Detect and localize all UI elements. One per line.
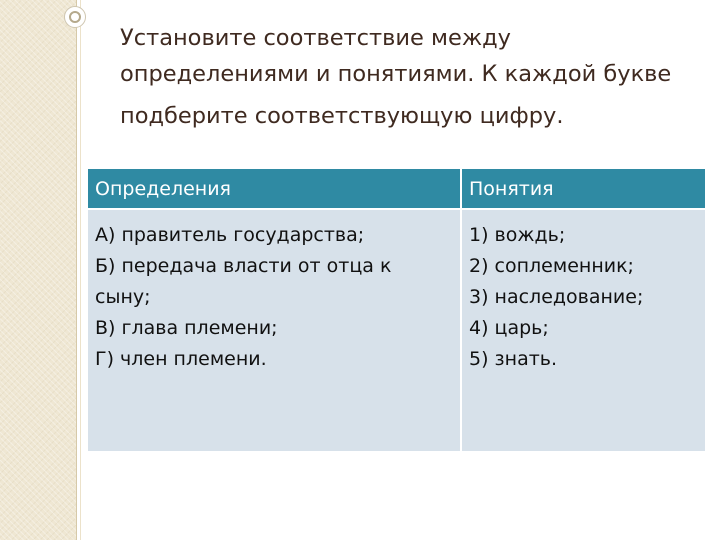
concept-3: 3) наследование; xyxy=(469,286,644,308)
table-row xyxy=(88,209,705,451)
concept-2: 2) соплеменник; xyxy=(469,255,634,277)
slide-title xyxy=(120,20,710,134)
definition-g: Г) член племени. xyxy=(95,348,267,370)
table-header-row xyxy=(88,169,705,209)
header-definitions: Определения xyxy=(88,169,461,209)
title-line-3: подберите соответствующую цифру. xyxy=(120,103,564,129)
concepts-cell xyxy=(461,209,705,451)
concept-1: 1) вождь; xyxy=(469,224,566,246)
title-line-2: определениями и понятиями. К каждой букве xyxy=(120,61,672,87)
side-divider xyxy=(76,0,77,540)
decorative-side-band xyxy=(0,0,76,540)
definition-v: В) глава племени; xyxy=(95,317,278,339)
definition-a: А) правитель государства; xyxy=(95,224,365,246)
ring-ornament-inner-icon xyxy=(69,11,81,23)
concept-4: 4) царь; xyxy=(469,317,549,339)
concept-5: 5) знать. xyxy=(469,348,558,370)
header-concepts: Понятия xyxy=(461,169,705,209)
definitions-cell xyxy=(88,209,461,451)
title-line-1: Установите соответствие между xyxy=(120,25,511,51)
definition-b: Б) передача власти от отца к xyxy=(95,255,392,277)
matching-table xyxy=(88,169,705,451)
definition-b-continued: сыну; xyxy=(95,286,151,308)
side-divider-secondary xyxy=(80,0,81,540)
